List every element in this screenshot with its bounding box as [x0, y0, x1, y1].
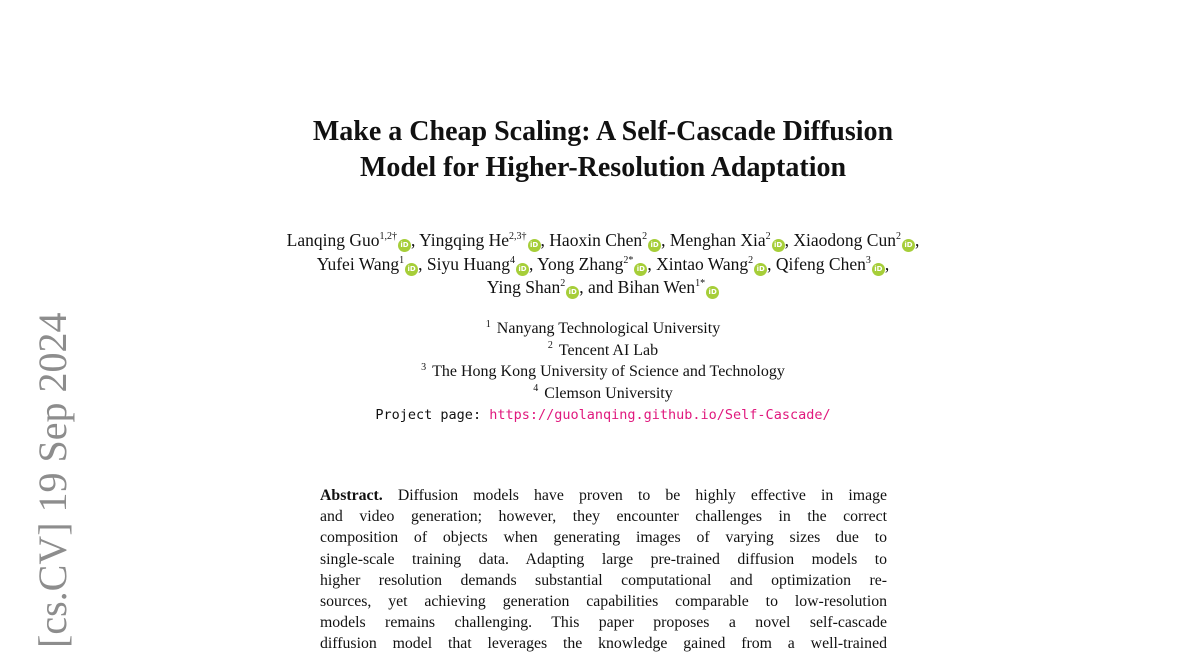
- author-affil-marks: 2: [642, 231, 648, 243]
- orcid-icon[interactable]: iD: [902, 239, 915, 252]
- author-affil-marks: 2: [765, 231, 771, 243]
- author-affil-marks: 1: [399, 254, 405, 266]
- author: [317, 254, 418, 274]
- author-separator: ,: [647, 253, 657, 274]
- author: [549, 230, 661, 250]
- author: [670, 230, 785, 250]
- orcid-icon[interactable]: iD: [706, 286, 719, 299]
- author-affil-marks: 1,2†: [379, 231, 397, 243]
- abstract-heading: Abstract.: [320, 487, 383, 504]
- author-name: Bihan Wen: [617, 277, 696, 297]
- orcid-icon[interactable]: iD: [398, 239, 411, 252]
- affiliation-number: 1: [485, 318, 491, 330]
- author: [618, 277, 720, 297]
- author-affil-marks: 2: [748, 254, 754, 266]
- orcid-icon[interactable]: iD: [405, 263, 418, 276]
- author-separator: ,: [767, 253, 776, 274]
- author-name: Menghan Xia: [669, 230, 766, 250]
- abstract-line: higher resolution demands substantial computational and optimization re-: [320, 571, 887, 589]
- author-name: Ying Shan: [486, 277, 561, 297]
- affiliation-number: 4: [533, 383, 539, 395]
- orcid-icon[interactable]: iD: [754, 263, 767, 276]
- affiliation-name: Tencent AI Lab: [558, 341, 659, 359]
- author: [427, 254, 529, 274]
- author-separator: ,: [411, 230, 420, 250]
- orcid-icon[interactable]: iD: [528, 239, 541, 252]
- author-separator: ,: [784, 230, 794, 250]
- orcid-icon[interactable]: iD: [634, 263, 647, 276]
- abstract-line: single-scale training data. Adapting large pre-trained diffusion models to: [320, 550, 887, 568]
- author-affil-marks: 3: [865, 254, 871, 266]
- affiliation: [330, 361, 876, 383]
- author-name: Yufei Wang: [316, 253, 400, 274]
- author-name: Haoxin Chen: [549, 230, 643, 250]
- author-name: Siyu Huang: [426, 253, 511, 274]
- abstract: [320, 485, 887, 655]
- orcid-icon[interactable]: iD: [872, 263, 885, 276]
- project-page: [300, 405, 906, 425]
- arxiv-stamp: [cs.CV] 19 Sep 2024: [30, 312, 75, 648]
- author-affil-marks: 2: [560, 278, 566, 290]
- project-page-label: Project page:: [375, 407, 482, 423]
- author-name: Qifeng Chen: [775, 253, 866, 274]
- author-name: Xintao Wang: [656, 253, 749, 274]
- author-name: Yong Zhang: [537, 253, 624, 274]
- abstract-text: Diffusion models have proven to be highly effective in image: [397, 487, 887, 504]
- author: [537, 254, 647, 274]
- author-affil-marks: 2*: [623, 254, 634, 266]
- author-affil-marks: 2: [895, 231, 901, 243]
- author: [793, 230, 915, 250]
- author-separator: , and: [579, 277, 618, 297]
- title-line-2: Model for Higher-Resolution Adaptation: [359, 152, 847, 183]
- author: [287, 230, 411, 250]
- project-page-link[interactable]: https://guolanqing.github.io/Self-Cascade/: [489, 407, 831, 423]
- abstract-line: diffusion model that leverages the knowledge gained from a well-trained: [320, 635, 887, 653]
- author: [487, 277, 579, 297]
- affiliation-name: Clemson University: [544, 384, 673, 402]
- orcid-icon[interactable]: iD: [566, 286, 579, 299]
- author-name: Lanqing Guo: [286, 230, 380, 250]
- title-line-1: Make a Cheap Scaling: A Self-Cascade Diffusion: [312, 116, 894, 147]
- author-name: Xiaodong Cun: [793, 230, 896, 250]
- author-separator: ,: [884, 253, 890, 274]
- author-list: [270, 229, 936, 300]
- affiliation-name: Nanyang Technological University: [496, 320, 721, 337]
- author-affil-marks: 1*: [695, 278, 706, 290]
- author: [776, 254, 885, 274]
- orcid-icon[interactable]: iD: [772, 239, 785, 252]
- author-separator: ,: [529, 253, 538, 274]
- abstract-line: sources, yet achieving generation capabilities comparable to low-resolution: [320, 593, 887, 611]
- abstract-line: composition of objects when generating images of varying sizes due to: [320, 529, 887, 547]
- author-name: Yingqing He: [419, 230, 510, 250]
- affiliation: [330, 318, 876, 340]
- affiliation-name: The Hong Kong University of Science and Technology: [432, 363, 785, 380]
- affiliation-list: [330, 318, 876, 404]
- abstract-line: [320, 485, 887, 506]
- abstract-line: and video generation; however, they encounter challenges in the correct: [320, 508, 887, 526]
- orcid-icon[interactable]: iD: [516, 263, 529, 276]
- author: [656, 254, 767, 274]
- paper-title: [250, 114, 956, 186]
- abstract-line: models remains challenging. This paper proposes a novel self-cascade: [320, 614, 887, 632]
- author: [419, 230, 540, 250]
- author-separator: ,: [418, 253, 427, 274]
- author-affil-marks: 4: [510, 254, 516, 266]
- author-affil-marks: 2,3†: [509, 231, 527, 243]
- author-separator: ,: [914, 230, 920, 250]
- author-separator: ,: [540, 230, 550, 250]
- affiliation: [330, 383, 876, 405]
- arxiv-sidebar: [20, 300, 80, 648]
- author-separator: ,: [661, 230, 670, 250]
- orcid-icon[interactable]: iD: [648, 239, 661, 252]
- affiliation-number: 2: [547, 340, 553, 352]
- affiliation: [330, 340, 876, 362]
- affiliation-number: 3: [421, 361, 427, 373]
